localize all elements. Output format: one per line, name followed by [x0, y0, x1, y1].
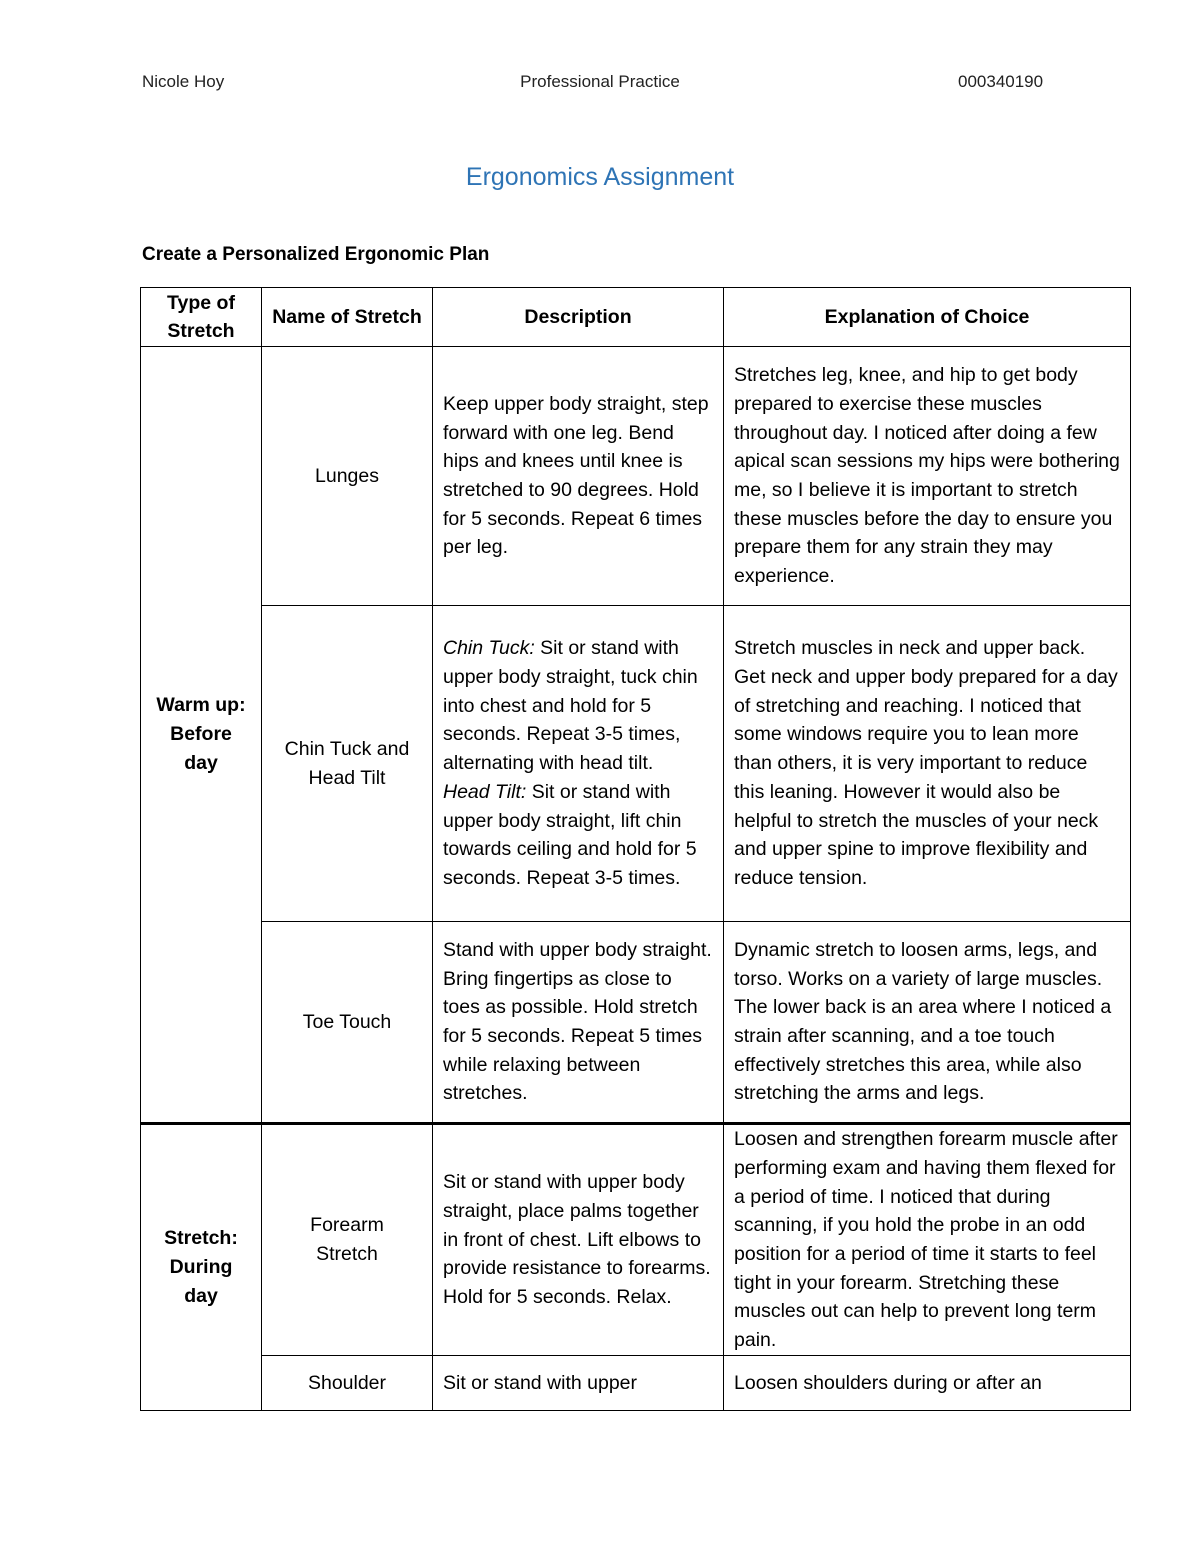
stretch-name-cell: Chin Tuck and Head Tilt	[262, 606, 433, 922]
head-tilt-label: Head Tilt:	[443, 780, 527, 803]
table-row	[141, 922, 1131, 1124]
explanation-cell: Stretches leg, knee, and hip to get body prepared to exercise these muscles throughout day. I noticed after doing a few apical scan sessions my hips were bothering me, so I believe it is important to stretch these muscles before the day to ensure you prepare them for any strain they may experience.	[724, 347, 1131, 606]
description-cell: Stand with upper body straight. Bring fingertips as close to toes as possible. Hold stretch for 5 seconds. Repeat 5 times while relaxing between stretches.	[433, 922, 724, 1124]
column-header-description: Description	[433, 288, 724, 347]
explanation-cell: Stretch muscles in neck and upper back. Get neck and upper body prepared for a day of stretching and reaching. I noticed that some windows require you to lean more than others, it is very important to reduce this leaning. However it would also be helpful to stretch the muscles of your neck and upper spine to improve flexibility and reduce tension.	[724, 606, 1131, 922]
description-cell: Sit or stand with upper	[433, 1356, 724, 1411]
table-row	[141, 1356, 1131, 1411]
column-header-explanation: Explanation of Choice	[724, 288, 1131, 347]
header-student-id: 000340190	[958, 72, 1044, 91]
column-header-name: Name of Stretch	[262, 288, 433, 347]
header-course: Professional Practice	[520, 72, 680, 91]
head-tilt-text: Sit or stand with upper body straight, lift chin towards ceiling and hold for 5 seconds. Repeat 3-5 times.	[443, 780, 697, 889]
column-header-type: Type of Stretch	[141, 288, 262, 347]
section-subtitle: Create a Personalized Ergonomic Plan	[142, 244, 490, 265]
stretch-name-cell: Shoulder	[262, 1356, 433, 1411]
explanation-cell: Loosen shoulders during or after an	[724, 1356, 1131, 1411]
description-cell: Sit or stand with upper body straight, place palms together in front of chest. Lift elbows to provide resistance to forearms. Hold for 5 seconds. Relax.	[433, 1124, 724, 1356]
table-row	[141, 347, 1131, 606]
stretch-name-cell: Forearm Stretch	[262, 1124, 433, 1356]
stretch-name-cell: Lunges	[262, 347, 433, 606]
stretch-type-cell: Warm up: Before day	[141, 347, 262, 1124]
chin-tuck-text: Sit or stand with upper body straight, tuck chin into chest and hold for 5 seconds. Repeat 3-5 times, alternating with head tilt.	[443, 637, 698, 775]
description-cell: Keep upper body straight, step forward with one leg. Bend hips and knees until knee is stretched to 90 degrees. Hold for 5 seconds. Repeat 6 times per leg.	[433, 347, 724, 606]
description-cell	[433, 606, 724, 922]
document-title: Ergonomics Assignment	[465, 163, 735, 191]
table-row	[141, 1124, 1131, 1356]
table-header-row	[141, 288, 1131, 347]
explanation-cell: Loosen and strengthen forearm muscle after performing exam and having them flexed for a period of time. I noticed that during scanning, if you hold the probe in an odd position for a period of time it starts to feel tight in your forearm. Stretching these muscles out can help to prevent long term pain.	[724, 1124, 1131, 1356]
header-author: Nicole Hoy	[142, 72, 225, 91]
table-row	[141, 606, 1131, 922]
stretch-type-cell: Stretch: During day	[141, 1124, 262, 1411]
stretch-name-cell: Toe Touch	[262, 922, 433, 1124]
explanation-cell: Dynamic stretch to loosen arms, legs, and torso. Works on a variety of large muscles. The lower back is an area where I noticed a strain after scanning, and a toe touch effectively stretches this area, while also stretching the arms and legs.	[724, 922, 1131, 1124]
chin-tuck-label: Chin Tuck:	[443, 637, 535, 660]
ergonomic-plan-table	[140, 287, 1131, 1411]
